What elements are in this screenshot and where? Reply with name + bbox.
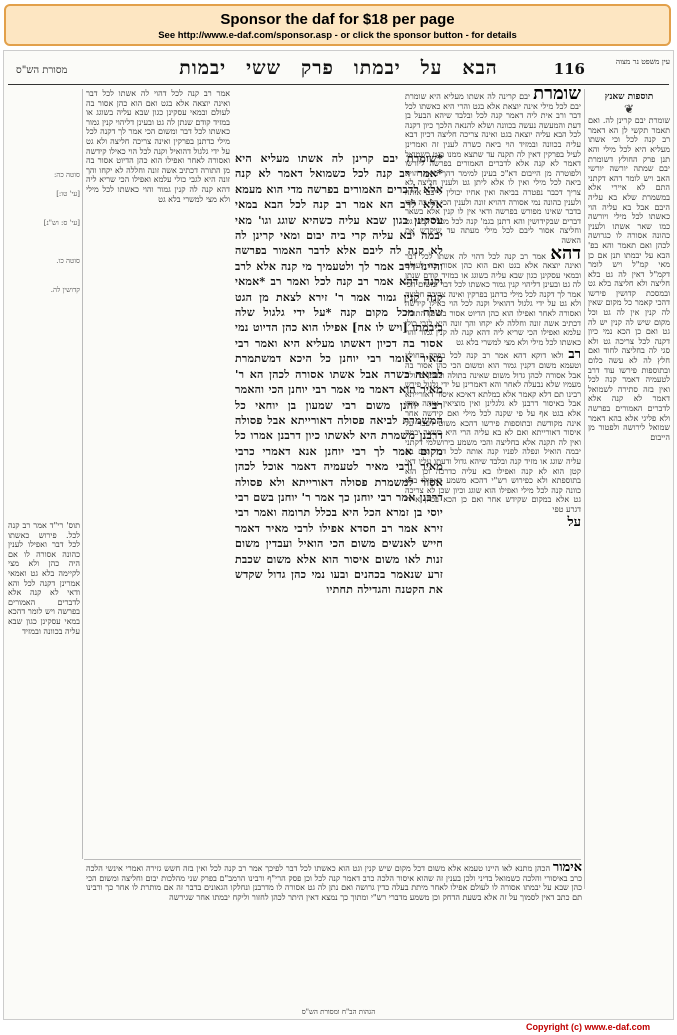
margin-ref: [עי' טו:] [56, 190, 80, 199]
column-divider [82, 89, 83, 859]
title-word: הבא [462, 57, 498, 79]
tosafot-column: אמר רב קנה לכל דהוי לה אשתו לכל דבר ואינה יוצאה אלא בגט ואם הוא כהן אסור בה לעולם ובמאי עסקינן כגון שבא עליה בשוגג או במזיד קודם שנתן לה גט ובעינן דליהוי קנין גמור כאשתו לכל דבר ומשום הכי אמר לך דקנה לכל מילי כדתנן בפרקין ואינה צריכה חליצה ולא גט על ידי גלגול דהואיל וקנה לכל הוי כאילו קידשה ואסורה לאחר ואפילו הוא כהן הדיוט אסור בה מן התורה דכתיב אשה זונה וחללה לא יקחו והך זונה היא לגבי כולי עלמא ואפילו הכי שריא ליה דהא קנה לה קנין גמור והוי כאשתו לכל מילי ולא מצי למשרי בלא גט [86, 89, 230, 204]
amar-heading: אימור [552, 863, 582, 875]
header-rule [8, 84, 669, 85]
right-margin-column [588, 89, 670, 999]
title-word: על [420, 57, 443, 79]
talmud-page [3, 50, 674, 1020]
tosafot-rid-text: תוס' רי"ד אמר רב קנה לכל. פירוש כאשתו לכל דבר ואפילו לענין כהונה אסורה לו אם היה כהן ולא מצי לקיימה בלא גט ואמאי אמרינן דקנה לכל והא ודאי לא קנה אלא לדברים האמורים בפרשה ויש לומר דהכא במאי עסקינן כגון שבא עליה בכוונה ובמזיד [8, 521, 80, 636]
margin-refs [8, 171, 80, 501]
copyright-link[interactable]: Copyright (c) www.e-daf.com [526, 1022, 651, 1032]
ornament-icon: ❦ [623, 101, 635, 116]
al-heading: על [567, 514, 581, 530]
rav-heading: רב [568, 347, 581, 363]
title-word: יבמתו [353, 57, 401, 79]
bottom-text: הכהן מתנא לאו היינו טעמא אלא משום דכל מקום שיש קנין וגט הוא כאשתו לכל דבר לפיכך אמר רב קנה לכל ואין בזה חשש גזירה ואמרי אינשי הלכה כרב באיסורי והלכה כשמואל בדיני ולכן בענין זה שהוא איסור הלכה כרב דאמר קנה לכל וכן פסק הרי"ף ורבינו הרמב"ם בפרק שני מהלכות יבום וחליצה ומשום הכי כהן שבא על יבמתו אסורה לו לעולם אפילו לאחר מיתת בעלה כדין גרושה ואם נתן לה גט אסורה לו מדרבנן ונחלקו הגאונים בדבר זה אם מותרת לו אחר כך ורבינו תם כתב דאין לסמוך על זה אלא בשעת הדחק וכן משמע מדברי רש"י ומתוך כך נמצא דאין היתר לכהן לחזור וליקח יבמתו אחר שגירשה [86, 864, 582, 902]
column-divider [584, 89, 585, 889]
tosafot-shanz-text: שומרת יבם קרינן לה. ואם תאמר תקשי לן הא דאמר רב קנה לכל וכי אשתו מעליא היא לכל מילי והא תנן פרק החולץ דשומרת יבם שמתה יורשה יורשי האב ויש לומר דהא דקתני התם לא איירי אלא במשמרת שלא בא עליה היבם אבל בא עליה הוי כאשתו לכל מילי ויורשה כמו שאר אשתו ולענין כהונה אסורה לו כגרושה לכהן ואם תאמר והא בפ' הבא על יבמתו תנן אם כן מאי קמ"ל ויש לומר דקמ"ל דאין לה גט בלא חליצה ולא חליצה בלא גט ובמסכת קדושין פירשו דהכי קאמר כל מקום שאין לה קנין אין לה גט וכל מקום שיש לה קנין יש לה גט ואם כן הכא נמי כיון דקנה לכל צריכה גט ולא סגי לה בחליצה לחוד ואם חלץ לה לא עשה כלום ובתוספות פירשו עוד דרב לטעמיה דאמר קנה לכל ואין בזה סתירה לשמואל דאמר לא קנה אלא לדברים האמורים בפרשה ולא פליגי אלא בהא דאמר שמואל לירושה ולפטור מן הייבום [588, 116, 670, 442]
masoret-label: מסורת הש"ס [16, 65, 68, 76]
gemara-text: *שומרת יבם קרינן לה אשתו מעליא היא *אמר רב קנה לכל כשמואל דאמר לא קנה אלא לדברים האמורים בפרשה מדי הוא מעמא אלא לרב הא אמר רב קנה לכל הבא במאי עסקינן כגון שבא עליה כשהיא שוגג וגו' מאי יבמה יבא עליה קרי ביה יבום ומאי קרינן לה לא קנה לה ליבם אלא לדבר האמור בפרשה והיינו דרב אמר לך ולטעמיך מי קנה אלא לרב וקנה דהא אמר רב קנה לכל ואמר רב *אמאי קנה קנין גמור אמר ר' זירא לצאת מן הגט שלה מכל מקום קנה *על ידי גלגול שלה ביבמתו [ויש לו אח] אפילו הוא כהן הדיוט נמי אסור בה דכיון דאשתו מעליא היא ואמר רבי מאיר אומר רבי יוחנן כל היכא דמשתמרת לביאה כשרה אבל אשתו אסורה לכהן הא ר' מאיר הוא דאמר מי אמר רבי יוחנן הכי והאמר רבי יוחנן משום רבי שמעון בן יוחאי כל המשמרת לביאה פסולה דאורייתא אבל פסולה דרבנן משמרת היא לאשתו כיון דרבנן אמרו כל מקום אמר לך רבי יוחנן אנא דאמרי כרבי מאיר ורבי מאיר לטעמיה דאמר אוכל לכהן אסור למשמרת פסולה דאורייתא ולא פסולה דרבנן אמר רבי יוחנן כך אמר ר' יוחנן בשם רבי יוסי בן זמרא הכל היא בכלל תרומה ואמר רבי זירא אמר רב חסדא אפילו לרבי מאיר דאמר חייש לאנשים משום הכי הואיל ועבדין משום זנות לאו משום איסור הוא אלא משום שכבת זרע שנאמר בכהנים ובעו נמי כהן גדול שקדש את הקטנה והגדילה תחתיו [235, 152, 443, 597]
ein-mishpat-label: עין משפט נר מצוה [615, 57, 670, 66]
folio-number: 116 [553, 60, 585, 78]
right-inner-text: ולאו דוקא דהא אמר רב קנה לכל בפרק החולץ וטעמא משום דקנין גמור הוא ומשום הכי כהן אסור בה אבל אסורה לכהן גדול משום שאינה בתולה ובעינן בתולה מעמיו שלא נבעלה לאחר והא דאמרינן על ידי גלגול פירש רבינו תם דלא קאמר אלא במלתא דאיכא איסור דאורייתא אבל באיסור דרבנן לא גלגלינן ואין מוציאין אותה מידו אלא בגט אף על פי שקנה לכל מילי ואם קידשה אחר אינה מקודשת ובתוספות פירשו דהכא משום דעבר על איסור דאורייתא ואם לא בא עליה הרי היא כשאר יבמה ואין לה תקנה אלא בחליצה והכי משמע בירושלמי דקתני יבמה הואיל ונפלה לפניו קנה אותה לכל דבר ואם בא עליה שוגג או מזיד קנה ובלבד שיהא גדול ודעתו עליו דאי קטן הוא לא קנה ואפילו בא עליה כדרכה וכן הוא בתוספתא ולא כפירוש רש"י דהכא משמע דאפילו בלא כוונה קנה לכל מילי ואפילו הוא שוגג וכיון שכן לא צריכה גט אלא במקום שקידש אחר ואם כן הכא בכהן איירי דגרע טפי [405, 351, 581, 514]
daha-heading: דהא [550, 242, 581, 264]
title-word: יבמות [179, 57, 227, 79]
sponsor-banner[interactable] [4, 4, 671, 46]
margin-ref: קדושין לה. [50, 286, 80, 295]
rashi-heading: שומרת [533, 89, 581, 104]
page-header [4, 57, 673, 81]
margin-ref: סוטה כה: [53, 171, 80, 179]
title-word: פרק [301, 57, 334, 79]
margin-ref: [עי' ס: וש"נ] [43, 218, 80, 227]
rashi-text: יבם קרינה לה אשתו מעליא היא שומרת יבם לכל מילי אינה יוצאת אלא בגט והרי היא כאשתו לכל דבר ורב אית ליה דאמר קנה לכל ובלבד שיהא הבעל בן דעת והמעשה נעשה בכוונה ושלא להנאה הלכך כיון דקנה לכל הבא עליה יוצאה בגט ואינה צריכה חליצה דכיון דבא עליה בכוונה ובמזיד הוי ביאה כשרה לענין זה ואמרינן לעיל בפרקין דאין לה תקנה עד שתצא ממנו בגט כשמואל דאמר לא קנה אלא לדברים האמורים בפרשה ליורשו ולפוטרה מן הייבום דא"כ בעינן למימר דהך ביאה הויא ביאה לכל מילי ואין לו אלא ליתן גט ולענין חליצה לא צריך דכבר נפטרה בביאה ואין אחיו יכולין לייבם אותה ולענין כהונה נמי אסורה דהויא זונה ולענין הכי דנו בה הכי בדבר שאינו מפורש בפרשה ודאי אין לו קנין אלא בשאר דברים שבקידושין והא דתנן בגמ' קנה לכל מכלל דבעי גט וחליצה אסור ליבם לכל מילי מעתה עד שיקדש את האשה [405, 92, 581, 245]
margin-ref: סוטה כו. [56, 257, 80, 266]
tosafot-shanz-heading: תוספות שאנץ [604, 92, 654, 102]
rashi-text-2: אמר רב קנה לכל דהוי לה אשתו לכל דבר ואינה יוצאה אלא בגט ואם הוא כהן אסור בה לעולם ובמאי עסקינן כגון שבא עליה בשוגג או במזיד קודם שנתן לה גט ובעינן דליהוי קנין גמור כאשתו לכל דבר ומשום הכי אמר לך דקנה לכל מילי כדתנן בפרקין ואינה צריכה חליצה ולא גט על ידי גלגול דהואיל וקנה לכל הוי כאילו קידשה ואסורה לאחר ואפילו הוא כהן הדיוט אסור בה מן התורה דכתיב אשה זונה וחללה לא יקחו והך זונה היא לגבי כולי עלמא ואפילו הכי שריא ליה דהא קנה לה קנין גמור והוי כאשתו לכל מילי ולא מצי למשרי בלא גט [405, 251, 581, 347]
page-footer: הגהות הב"ח ומסורת הש"ס [301, 1008, 376, 1016]
title-word: ששי [246, 57, 282, 79]
bottom-commentary [86, 863, 582, 1003]
sponsor-title[interactable]: Sponsor the daf for $18 per page [220, 11, 455, 28]
tosafot-rid-column [8, 521, 80, 661]
bottom-divider [84, 859, 581, 860]
sponsor-subtitle[interactable]: See http://www.e-daf.com/sponsor.asp - or click the sponsor button - for details [158, 30, 517, 41]
